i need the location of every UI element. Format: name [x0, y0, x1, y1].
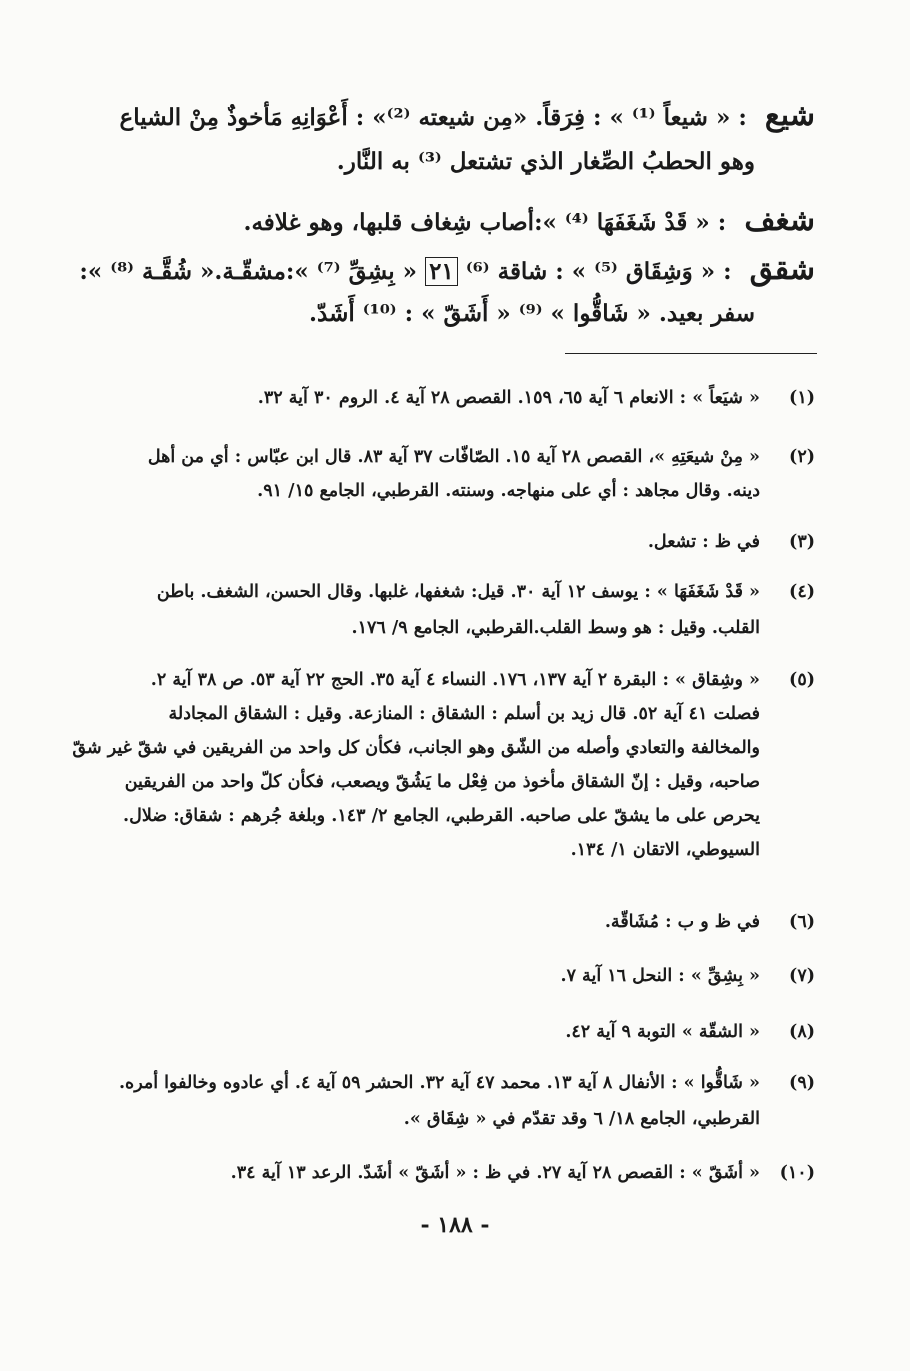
entry-head: شقق [749, 252, 815, 287]
footnote-number: (٢) [789, 447, 815, 467]
footnote-line: « وشِقاق » : البقرة ٢ آية ١٣٧، ١٧٦. النساء ٤ آية ٣٥. الحج ٢٢ آية ٥٣. ص ٣٨ آية ٢. [150, 670, 760, 690]
entry-text: : « قَدْ شَغَفَهَا ⁽⁴⁾ »:أصاب شِغاف قلبها، وهو غلافه. [243, 209, 727, 236]
footnote-line: « قَدْ شَغَفَهَا » : يوسف ١٢ آية ٣٠. قيل: شغفها، غلبها. وقال الحسن، الشغف. باطن [156, 582, 760, 602]
entry-text: وهو الحطبُ الصِّغار الذي تشتعل ⁽³⁾ به النَّار. [336, 148, 755, 175]
footnote-number: (١) [789, 388, 815, 408]
page-number: - ١٨٨ - [420, 1212, 490, 1238]
footnote-line: والمخالفة والتعادي وأصله من الشّق وهو الجانب، فكأن كل واحد من الفريقين في شقّ غير شقّ [72, 738, 760, 758]
footnote-line: « شيَعاً » : الانعام ٦ آية ٦٥، ١٥٩. القصص ٢٨ آية ٤. الروم ٣٠ آية ٣٢. [257, 388, 760, 408]
footnote-number: (٨) [789, 1022, 815, 1042]
footnote-line: صاحبه، وقيل : إنّ الشقاق مأخوذ من فِعْل ما يَشُقّ ويصعب، فكأن كلّ واحد من الفريقين [124, 772, 760, 792]
footnote-number: (٤) [789, 582, 815, 602]
footnote-line: القرطبي، الجامع ١٨/ ٦ وقد تقدّم في « شِقَاق ». [403, 1109, 760, 1129]
footnote-line: « مِنْ شيعَتِهِ »، القصص ٢٨ آية ١٥. الصّافّات ٣٧ آية ٨٣. قال ابن عبّاس : أي من أهل [147, 447, 760, 467]
entry-line [125, 203, 815, 238]
footnote-line: « أشَقّ » : القصص ٢٨ آية ٢٧. في ظ : « أشَقّ » أشَدّ. الرعد ١٣ آية ٣٤. [230, 1163, 760, 1183]
footnote-line: يحرص على ما يشقّ على صاحبه. القرطبي، الجامع ٢/ ١٤٣. وبلغة جُرهم : شقاق: ضلال. [123, 806, 760, 826]
footnote-line: « شَاقُّوا » : الأنفال ٨ آية ١٣. محمد ٤٧ آية ٣٢. الحشر ٥٩ آية ٤. أي عادوه وخالفوا أمره. [118, 1073, 760, 1093]
footnote-line: في ظ : تشعل. [647, 532, 760, 552]
entry-text: سفر بعيد. « شَاقُّوا » ⁽⁹⁾ « أَشَقّ » : ⁽¹⁰⁾ أَشَدّ. [309, 300, 755, 327]
footnote-line: السيوطي، الاتقان ١/ ١٣٤. [570, 840, 760, 860]
manuscript-folio-box: ٢١ [425, 257, 458, 286]
entry-line [125, 300, 755, 327]
footnote-number: (٥) [789, 670, 815, 690]
footnote-line: « الشقّة » التوبة ٩ آية ٤٢. [565, 1022, 760, 1042]
entry-text: : « شيعاً ⁽¹⁾ » : فِرَقاً. «مِن شيعته ⁽²⁾» : أَعْوَانِهِ مَأخوذٌ مِنْ الشياع [119, 104, 747, 131]
footnote-line: « بِشِقِّ » : النحل ١٦ آية ٧. [560, 966, 760, 986]
footnote-line: دينه. وقال مجاهد : أي على منهاجه. وسنته. القرطبي، الجامع ١٥/ ٩١. [257, 481, 760, 501]
footnote-number: (٦) [789, 912, 815, 932]
entry-head: شغف [744, 203, 815, 238]
entry-text: « بِشِقِّ ⁽⁷⁾ »:مشقّـة.« شُقَّـة ⁽⁸⁾ »: [79, 258, 418, 285]
footnote-number: (٣) [789, 532, 815, 552]
footnote-number: (٩) [789, 1073, 815, 1093]
footnote-separator [565, 353, 817, 354]
footnote-number: (١٠) [779, 1163, 815, 1183]
entry-line [119, 98, 815, 133]
footnote-line: فصلت ٤١ آية ٥٢. قال زيد بن أسلم : الشقاق : المنازعة. وقيل : الشقاق المجادلة [168, 704, 760, 724]
entry-text: : « وَشِقَاق ⁽⁵⁾ » : شاقة ⁽⁶⁾ [465, 258, 732, 285]
entry-line [79, 252, 815, 287]
footnote-line: في ظ و ب : مُشَاقّة. [604, 912, 760, 932]
entry-line [125, 148, 755, 175]
footnote-line: القلب. وقيل : هو وسط القلب.القرطبي، الجامع ٩/ ١٧٦. [351, 618, 760, 638]
entry-head: شيع [764, 98, 815, 133]
footnote-number: (٧) [789, 966, 815, 986]
